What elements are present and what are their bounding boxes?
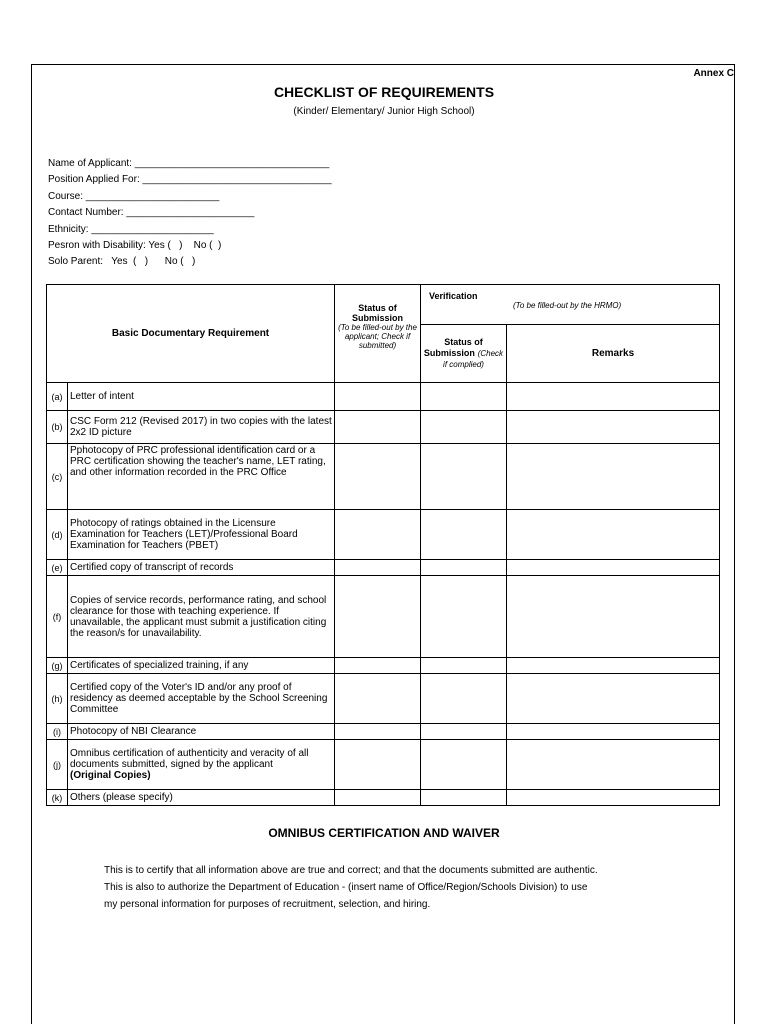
field-course[interactable]: Course: ________________________	[48, 190, 220, 202]
page-subtitle: (Kinder/ Elementary/ Junior High School)	[293, 106, 475, 117]
row-status-cell[interactable]	[335, 444, 421, 510]
row-remarks-cell[interactable]	[507, 658, 720, 674]
table-row	[47, 560, 720, 576]
row-label: (d)	[47, 510, 68, 560]
verification-header	[421, 285, 720, 325]
page-title: CHECKLIST OF REQUIREMENTS	[273, 84, 495, 100]
row-remarks-cell[interactable]	[507, 560, 720, 576]
table-row	[47, 674, 720, 724]
row-label: (j)	[47, 740, 68, 790]
omnibus-title: OMNIBUS CERTIFICATION AND WAIVER	[268, 826, 500, 840]
field-solo-parent[interactable]: Solo Parent: Yes ( ) No ( )	[48, 256, 196, 268]
table-row	[47, 740, 720, 790]
status-header-note: (To be filled-out by the applicant; Check if submitted)	[338, 323, 417, 350]
table-row	[47, 411, 720, 444]
basic-requirement-header: Basic Documentary Requirement	[47, 285, 335, 383]
row-status-cell[interactable]	[335, 724, 421, 740]
row-label: (k)	[47, 790, 68, 806]
verif-status-label: Status of Submission	[423, 337, 483, 358]
row-remarks-cell[interactable]	[507, 576, 720, 658]
row-status-cell[interactable]	[335, 740, 421, 790]
row-remarks-cell[interactable]	[507, 383, 720, 411]
row-status-cell[interactable]	[335, 576, 421, 658]
row-status-cell[interactable]	[335, 790, 421, 806]
row-remarks-cell[interactable]	[507, 740, 720, 790]
row-requirement-text: Omnibus certification of authenticity and veracity of all documents submitted, signed by the applicant	[70, 748, 309, 770]
row-remarks-cell[interactable]	[507, 724, 720, 740]
row-label: (c)	[47, 444, 68, 510]
row-requirement: Photocopy of ratings obtained in the Licensure Examination for Teachers (LET)/Professional Board Examination for Teachers (PBET)	[68, 510, 335, 560]
row-requirement: Certified copy of the Voter's ID and/or any proof of residency as deemed acceptable by the School Screening Committee	[68, 674, 335, 724]
row-remarks-cell[interactable]	[507, 790, 720, 806]
table-row	[47, 658, 720, 674]
row-verif-cell[interactable]	[421, 724, 507, 740]
row-requirement	[68, 740, 335, 790]
field-position-applied[interactable]: Position Applied For: __________________________________	[48, 174, 332, 186]
field-disability[interactable]: Pesron with Disability: Yes ( ) No ( )	[48, 240, 222, 252]
row-remarks-cell[interactable]	[507, 444, 720, 510]
row-requirement: Others (please specify)	[68, 790, 335, 806]
row-label: (g)	[47, 658, 68, 674]
row-label: (b)	[47, 411, 68, 444]
row-requirement: Copies of service records, performance rating, and school clearance for those with teaching experience. If unavailable, the applicant must submit a justification citing the reason/s for unavailability.	[68, 576, 335, 658]
table-row	[47, 576, 720, 658]
row-requirement: Certified copy of transcript of records	[68, 560, 335, 576]
table-row	[47, 790, 720, 806]
verification-label: Verification	[429, 291, 478, 301]
row-status-cell[interactable]	[335, 658, 421, 674]
row-verif-cell[interactable]	[421, 444, 507, 510]
omnibus-line: my personal information for purposes of recruitment, selection, and hiring.	[104, 899, 431, 910]
table-row	[47, 444, 720, 510]
row-status-cell[interactable]	[335, 560, 421, 576]
row-remarks-cell[interactable]	[507, 411, 720, 444]
field-ethnicity[interactable]: Ethnicity: ______________________	[48, 223, 214, 235]
row-verif-cell[interactable]	[421, 510, 507, 560]
verif-status-note: (Check if complied)	[443, 349, 504, 369]
omnibus-line: This is to certify that all information above are true and correct; and that the documents submitted are authentic.	[104, 865, 598, 876]
table-row	[47, 383, 720, 411]
row-requirement: CSC Form 212 (Revised 2017) in two copies with the latest 2x2 ID picture	[68, 411, 335, 444]
status-header-label: Status of Submission	[351, 303, 403, 323]
row-remarks-cell[interactable]	[507, 674, 720, 724]
row-requirement: Pphotocopy of PRC professional identification card or a PRC certification showing the teacher's name, LET rating, and other information recorded in the PRC Office	[68, 444, 335, 510]
row-verif-cell[interactable]	[421, 576, 507, 658]
table-row	[47, 510, 720, 560]
omnibus-line: This is also to authorize the Department of Education - (insert name of Office/Region/Schools Division) to use	[104, 882, 588, 893]
row-verif-cell[interactable]	[421, 658, 507, 674]
omnibus-text	[104, 862, 724, 913]
remarks-header: Remarks	[507, 325, 720, 383]
row-status-cell[interactable]	[335, 674, 421, 724]
row-verif-cell[interactable]	[421, 560, 507, 576]
row-label: (h)	[47, 674, 68, 724]
field-contact-number[interactable]: Contact Number: _______________________	[48, 207, 255, 219]
row-verif-cell[interactable]	[421, 411, 507, 444]
table-row	[47, 724, 720, 740]
row-label: (a)	[47, 383, 68, 411]
row-requirement: Letter of intent	[68, 383, 335, 411]
row-status-cell[interactable]	[335, 411, 421, 444]
row-remarks-cell[interactable]	[507, 510, 720, 560]
row-requirement: Photocopy of NBI Clearance	[68, 724, 335, 740]
status-submission-header	[335, 285, 421, 383]
row-label: (f)	[47, 576, 68, 658]
row-verif-cell[interactable]	[421, 674, 507, 724]
row-verif-cell[interactable]	[421, 740, 507, 790]
verif-status-header	[421, 325, 507, 383]
row-requirement-bold-note: (Original Copies)	[70, 770, 151, 781]
annex-label: Annex C	[693, 68, 734, 79]
row-label: (e)	[47, 560, 68, 576]
row-requirement: Certificates of specialized training, if any	[68, 658, 335, 674]
verification-note: (To be filled-out by the HRMO)	[513, 301, 622, 310]
requirements-table	[46, 284, 720, 806]
field-name-of-applicant[interactable]: Name of Applicant: ___________________________________	[48, 158, 330, 169]
row-label: (i)	[47, 724, 68, 740]
row-verif-cell[interactable]	[421, 790, 507, 806]
row-verif-cell[interactable]	[421, 383, 507, 411]
applicant-fields	[48, 156, 332, 271]
row-status-cell[interactable]	[335, 510, 421, 560]
row-status-cell[interactable]	[335, 383, 421, 411]
